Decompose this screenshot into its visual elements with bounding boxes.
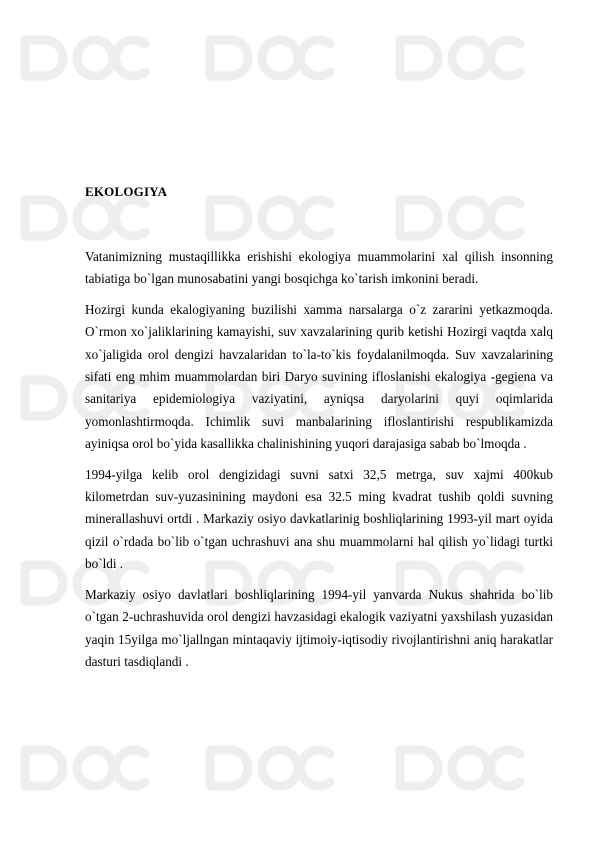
paragraph: Vatanimizning mustaqillikka erishishi ekologiya muammolarini xal qilish insonning tabiatiga bo`lgan munosabatini yangi bosqichga ko`tarish imkonini beradi. [85, 249, 553, 287]
paragraph: 1994-yilga kelib orol dengizidagi suvni satxi 32,5 metrga, suv xajmi 400kub kilometrdan suv-yuzasinining maydoni esa 32.5 ming kvadrat tushib qoldi suvning minerallashuvi ortdi . Markaziy osiyo davkatlarinig boshliqlarining 1993-yil mart oyida qizil o`rdada bo`lib o`tgan uchrashuvi ana shu muammolarni hal qilish yo`lidagi turtki bo`ldi . [85, 466, 553, 572]
document-title: EKOLOGIYA [85, 184, 168, 199]
document-body [85, 246, 553, 681]
paragraph: Hozirgi kunda ekalogiyaning buzilishi xamma narsalarga o`z zararini yetkazmoqda. O`rmon xo`jaliklarining kamayishi, suv xavzalarining qurib ketishi Hozirgi vaqtda xalq xo`jaligida orol dengizi havzalaridan to`la-to`kis foydalanilmoqda. Suv xavzalarining sifati eng mhim muammolardan biri Daryo suvining ifloslanishi ekalogiya -gegiena va sanitariya epidemiologiya vaziyatini, ayniqsa daryolarini quyi oqimlarida yomonlashtirmoqda. Ichimlik suvi manbalarining ifloslantirishi respublikamizda ayiniqsa orol bo`yida kasallikka chalinishining yuqori darajasiga sabab bo`lmoqda . [85, 301, 553, 452]
paragraph: Markaziy osiyo davlatlari boshliqlarining 1994-yil yanvarda Nukus shahrida bo`lib o`tgan 2-uchrashuvida orol dengizi havzasidagi ekalogik vaziyatni yaxshilash yuzasidan yaqin 15yilga mo`ljallngan mintaqaviy ijtimoiy-iqtisodiy rivojlantirishni aniq harakatlar dasturi tasdiqlandi . [85, 586, 553, 669]
